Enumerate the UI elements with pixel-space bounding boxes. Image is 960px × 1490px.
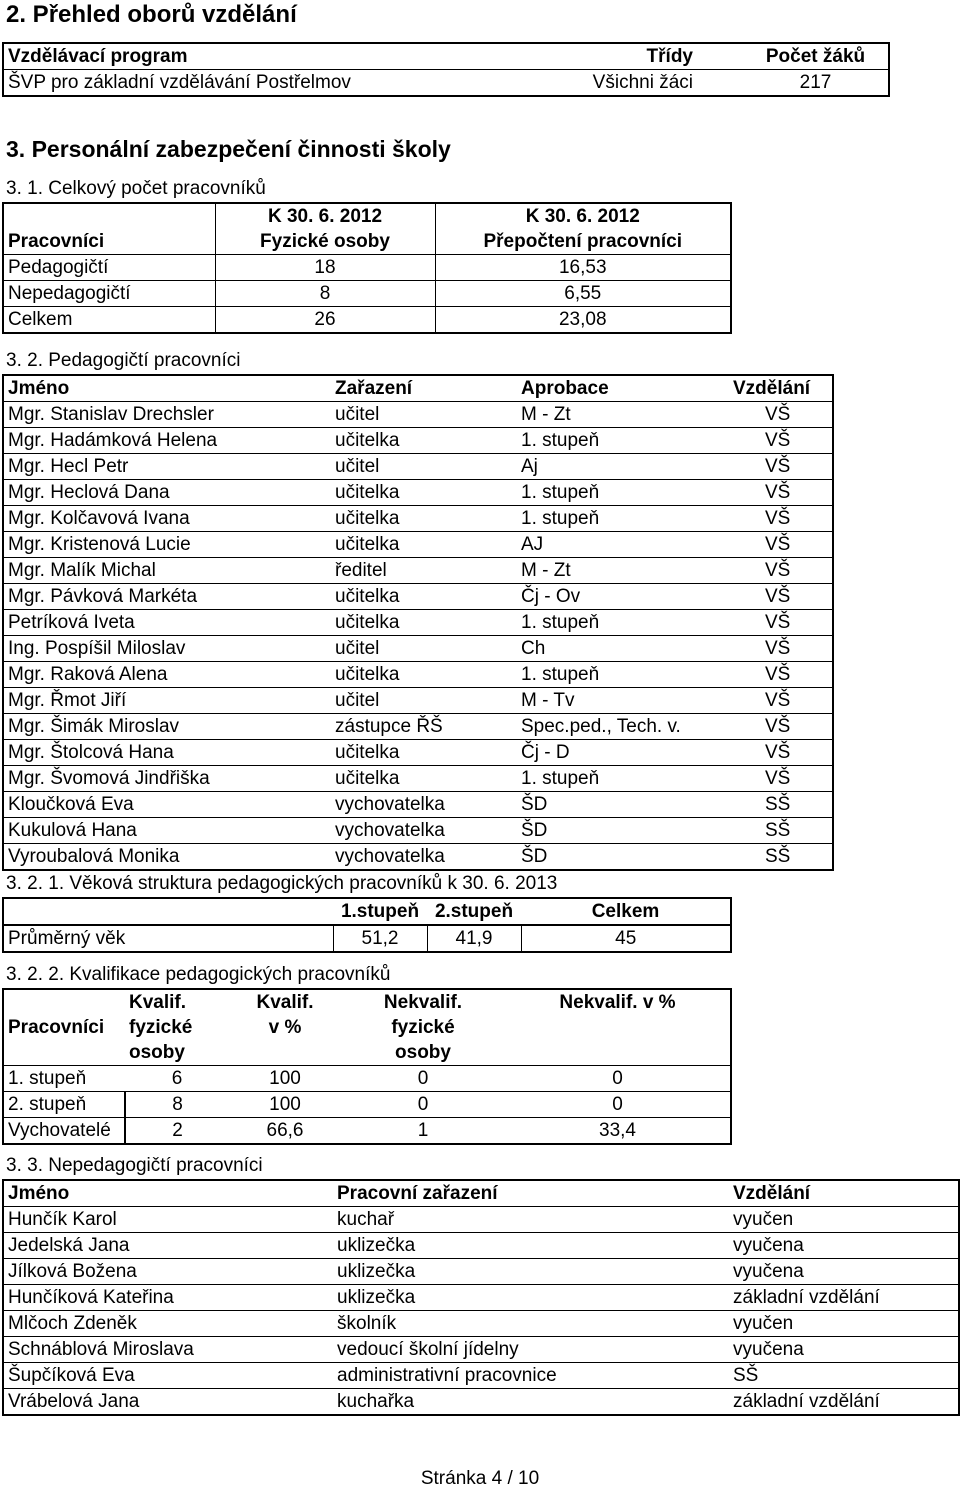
program-classes: Všichni žáci — [592, 71, 693, 93]
table-cell: Mgr. Pávková Markéta — [3, 584, 331, 610]
col-header-pupils: Počet žáků — [743, 43, 889, 70]
t4-cell: 33,4 — [599, 1119, 636, 1141]
table-cell: uklizečka — [333, 1285, 729, 1311]
t4-cell: 0 — [612, 1067, 623, 1089]
t4-h-pct: v % — [268, 1016, 302, 1038]
t4-h-physical1: fyzické — [129, 1016, 193, 1038]
table-row — [3, 1337, 959, 1363]
t4-cell: 0 — [612, 1093, 623, 1115]
table-cell: vedoucí školní jídelny — [333, 1337, 729, 1363]
table-cell: učitel — [331, 402, 517, 428]
t3-header-stage1: 1.stupeň — [340, 900, 420, 922]
table-cell: základní vzdělání — [729, 1389, 959, 1416]
table-cell: vyučena — [729, 1259, 959, 1285]
table-cell: M - Zt — [517, 402, 729, 428]
table-cell: vyučena — [729, 1233, 959, 1259]
t1-h1-empty — [3, 203, 215, 229]
table-row — [3, 792, 833, 818]
table-cell: uklizečka — [333, 1259, 729, 1285]
t1-cell: 18 — [215, 255, 435, 281]
table-cell: Jílková Božena — [3, 1259, 333, 1285]
t4-h-persons2: osoby — [395, 1041, 451, 1063]
table-cell: Mgr. Heclová Dana — [3, 480, 331, 506]
table-cell: VŠ — [729, 558, 833, 584]
table-cell: učitel — [331, 636, 517, 662]
table-cell: učitelka — [331, 532, 517, 558]
t2-header-education: Vzdělání — [729, 375, 833, 402]
table-cell: M - Tv — [517, 688, 729, 714]
table-cell: vyučen — [729, 1207, 959, 1233]
subsection-3-2-2: 3. 2. 2. Kvalifikace pedagogických pracovníků — [6, 964, 391, 985]
table-cell: Šupčíková Eva — [3, 1363, 333, 1389]
table-cell: Mgr. Raková Alena — [3, 662, 331, 688]
t1-cell: 23,08 — [435, 307, 731, 334]
table-cell: učitelka — [331, 740, 517, 766]
table-cell: 1. stupeň — [517, 662, 729, 688]
table-row — [3, 1092, 731, 1118]
t4-cell: 100 — [269, 1093, 301, 1115]
qualification-table — [2, 988, 732, 1145]
table-cell: Mgr. Malík Michal — [3, 558, 331, 584]
table-cell: uklizečka — [333, 1233, 729, 1259]
table-cell: VŠ — [729, 428, 833, 454]
table-cell: učitelka — [331, 506, 517, 532]
t4-h2-empty — [505, 1015, 731, 1040]
table-cell: Mgr. Hecl Petr — [3, 454, 331, 480]
table-row — [3, 1285, 959, 1311]
table-row — [3, 1118, 731, 1145]
table-cell: Aj — [517, 454, 729, 480]
table-cell: vyučen — [729, 1311, 959, 1337]
table-row — [3, 1363, 959, 1389]
t4-h-persons1: osoby — [129, 1041, 185, 1063]
t4-cell: 66,6 — [266, 1119, 304, 1141]
t4-cell: 1 — [417, 1119, 429, 1141]
t3-avg-stage1: 51,2 — [333, 925, 427, 952]
t5-header-position: Pracovní zařazení — [333, 1180, 729, 1207]
t1-cell: Nepedagogičtí — [3, 281, 215, 307]
table-row — [3, 1066, 731, 1092]
table-cell: učitelka — [331, 480, 517, 506]
t1-cell: Pedagogičtí — [3, 255, 215, 281]
table-row — [3, 1311, 959, 1337]
table-row — [3, 558, 833, 584]
table-cell: kuchař — [333, 1207, 729, 1233]
table-cell: Ch — [517, 636, 729, 662]
t1-date-1: K 30. 6. 2012 — [215, 203, 435, 229]
teaching-staff-table — [2, 374, 834, 871]
program-name: ŠVP pro základní vzdělávání Postřelmov — [8, 71, 351, 93]
t2-header-approbation: Aprobace — [517, 375, 729, 402]
t4-cell: 2 — [125, 1118, 229, 1145]
table-cell: VŠ — [729, 402, 833, 428]
table-cell: administrativní pracovnice — [333, 1363, 729, 1389]
table-cell: ŠD — [517, 792, 729, 818]
table-cell: vychovatelka — [331, 844, 517, 871]
t1-cell: Celkem — [3, 307, 215, 334]
table-cell: VŠ — [729, 532, 833, 558]
t4-cell: 1. stupeň — [8, 1067, 87, 1089]
table-row — [3, 584, 833, 610]
table-cell: 1. stupeň — [517, 480, 729, 506]
table-row — [3, 844, 833, 871]
table-cell: vychovatelka — [331, 818, 517, 844]
table-cell: učitelka — [331, 610, 517, 636]
age-structure-table — [2, 897, 732, 953]
table-row — [3, 818, 833, 844]
t1-cell: 8 — [215, 281, 435, 307]
table-cell: 1. stupeň — [517, 610, 729, 636]
table-row — [3, 688, 833, 714]
table-cell: Mgr. Kristenová Lucie — [3, 532, 331, 558]
table-cell: Mgr. Řmot Jiří — [3, 688, 331, 714]
table-cell: Spec.ped., Tech. v. — [517, 714, 729, 740]
table-cell: VŠ — [729, 636, 833, 662]
table-cell: Hunčík Karol — [3, 1207, 333, 1233]
table-cell: Jedelská Jana — [3, 1233, 333, 1259]
table-row — [3, 454, 833, 480]
table-cell: VŠ — [729, 506, 833, 532]
table-cell: Schnáblová Miroslava — [3, 1337, 333, 1363]
t4-h-workers: Pracovníci — [8, 1016, 105, 1038]
t5-header-education: Vzdělání — [729, 1180, 959, 1207]
t4-h-nonqual-pct: Nekvalif. v % — [559, 991, 676, 1013]
table-row — [3, 610, 833, 636]
table-cell: zástupce ŘŠ — [331, 714, 517, 740]
table-cell: VŠ — [729, 584, 833, 610]
table-row — [3, 1259, 959, 1285]
table-cell: Hunčíková Kateřina — [3, 1285, 333, 1311]
t3-h-empty — [3, 898, 333, 925]
t1-cell: 6,55 — [435, 281, 731, 307]
table-cell: VŠ — [729, 480, 833, 506]
table-cell: Vrábelová Jana — [3, 1389, 333, 1416]
t3-header-stage2: 2.stupeň — [434, 900, 514, 922]
t4-cell: Vychovatelé — [8, 1119, 111, 1141]
table-cell: školník — [333, 1311, 729, 1337]
table-cell: základní vzdělání — [729, 1285, 959, 1311]
t3-avg-stage2: 41,9 — [427, 925, 521, 952]
section-3-title: 3. Personální zabezpečení činnosti školy — [6, 136, 451, 162]
col-header-classes: Třídy — [483, 43, 743, 70]
t4-h3-empty3 — [505, 1040, 731, 1066]
t4-cell: 0 — [417, 1093, 429, 1115]
table-row — [3, 740, 833, 766]
t3-avg-total: 45 — [615, 927, 637, 949]
table-cell: Čj - Ov — [517, 584, 729, 610]
table-row — [3, 1233, 959, 1259]
table-cell: Mgr. Kolčavová Ivana — [3, 506, 331, 532]
table-cell: M - Zt — [517, 558, 729, 584]
table-row — [3, 428, 833, 454]
t1-header-physical: Fyzické osoby — [215, 229, 435, 255]
t4-h3-empty2 — [229, 1040, 341, 1066]
table-cell: Mlčoch Zdeněk — [3, 1311, 333, 1337]
t4-h3-empty — [3, 1040, 125, 1066]
t2-header-position: Zařazení — [331, 375, 517, 402]
t4-h-qual2: Kvalif. — [256, 991, 314, 1013]
table-cell: Petríková Iveta — [3, 610, 331, 636]
table-row — [3, 402, 833, 428]
table-cell: AJ — [517, 532, 729, 558]
table-cell: 1. stupeň — [517, 428, 729, 454]
table-row — [3, 1389, 959, 1416]
table-cell: VŠ — [729, 766, 833, 792]
t1-header-workers: Pracovníci — [3, 229, 215, 255]
table-cell: VŠ — [729, 714, 833, 740]
staff-count-table — [2, 202, 732, 334]
table-cell: Kukulová Hana — [3, 818, 331, 844]
table-cell: VŠ — [729, 610, 833, 636]
table-cell: vyučena — [729, 1337, 959, 1363]
non-teaching-staff-table — [2, 1179, 960, 1416]
table-cell: Mgr. Šimák Miroslav — [3, 714, 331, 740]
table-cell: učitelka — [331, 584, 517, 610]
table-cell: učitelka — [331, 766, 517, 792]
table-cell: Mgr. Štolcová Hana — [3, 740, 331, 766]
page-number: Stránka 4 / 10 — [420, 1468, 540, 1489]
table-row — [3, 766, 833, 792]
table-row — [3, 1207, 959, 1233]
table-cell: Vyroubalová Monika — [3, 844, 331, 871]
table-row — [3, 307, 731, 334]
t1-cell: 26 — [215, 307, 435, 334]
table-row — [3, 714, 833, 740]
t4-cell: 100 — [269, 1067, 301, 1089]
table-cell: VŠ — [729, 740, 833, 766]
table-row — [3, 255, 731, 281]
t4-cell: 8 — [125, 1092, 229, 1118]
table-cell: VŠ — [729, 662, 833, 688]
table-cell: vychovatelka — [331, 792, 517, 818]
table-row — [3, 506, 833, 532]
table-cell: Mgr. Stanislav Drechsler — [3, 402, 331, 428]
programs-table — [2, 42, 890, 97]
t4-cell: 0 — [417, 1067, 429, 1089]
t1-cell: 16,53 — [435, 255, 731, 281]
subsection-3-2: 3. 2. Pedagogičtí pracovníci — [6, 350, 241, 371]
table-cell: ŠD — [517, 844, 729, 871]
subsection-3-1: 3. 1. Celkový počet pracovníků — [6, 178, 266, 199]
table-row — [3, 532, 833, 558]
col-header-program: Vzdělávací program — [3, 43, 483, 70]
program-pupils: 217 — [799, 71, 832, 93]
table-cell: SŠ — [729, 792, 833, 818]
table-cell: VŠ — [729, 688, 833, 714]
table-row — [3, 662, 833, 688]
t4-h-qual1: Kvalif. — [129, 991, 187, 1013]
table-cell: Kloučková Eva — [3, 792, 331, 818]
t4-cell: 2. stupeň — [8, 1093, 87, 1115]
table-row — [3, 281, 731, 307]
table-cell: VŠ — [729, 454, 833, 480]
table-cell: učitel — [331, 688, 517, 714]
table-cell: 1. stupeň — [517, 766, 729, 792]
table-cell: učitelka — [331, 662, 517, 688]
table-row — [3, 636, 833, 662]
subsection-3-2-1: 3. 2. 1. Věková struktura pedagogických pracovníků k 30. 6. 2013 — [6, 873, 558, 894]
table-cell: kuchařka — [333, 1389, 729, 1416]
t5-header-name: Jméno — [3, 1180, 333, 1207]
t1-header-recalculated: Přepočtení pracovníci — [435, 229, 731, 255]
table-cell: ŠD — [517, 818, 729, 844]
table-cell: SŠ — [729, 818, 833, 844]
table-cell: Ing. Pospíšil Miloslav — [3, 636, 331, 662]
table-cell: Mgr. Švomová Jindřiška — [3, 766, 331, 792]
subsection-3-3: 3. 3. Nepedagogičtí pracovníci — [6, 1155, 263, 1176]
table-cell: učitelka — [331, 428, 517, 454]
t4-h-nonqual1: Nekvalif. — [383, 991, 463, 1013]
t3-header-total: Celkem — [591, 900, 660, 922]
t4-h-physical2: fyzické — [391, 1016, 455, 1038]
table-cell: SŠ — [729, 1363, 959, 1389]
table-cell: Čj - D — [517, 740, 729, 766]
table-cell: 1. stupeň — [517, 506, 729, 532]
table-row — [3, 480, 833, 506]
table-cell: Mgr. Hadámková Helena — [3, 428, 331, 454]
table-cell: SŠ — [729, 844, 833, 871]
t2-header-name: Jméno — [3, 375, 331, 402]
t1-date-2: K 30. 6. 2012 — [435, 203, 731, 229]
t3-label-avg-age: Průměrný věk — [8, 927, 126, 949]
table-cell: ředitel — [331, 558, 517, 584]
table-cell: učitel — [331, 454, 517, 480]
t4-h1-empty — [3, 989, 125, 1015]
section-2-title: 2. Přehled oborů vzdělání — [6, 1, 297, 28]
t4-cell: 6 — [171, 1067, 183, 1089]
